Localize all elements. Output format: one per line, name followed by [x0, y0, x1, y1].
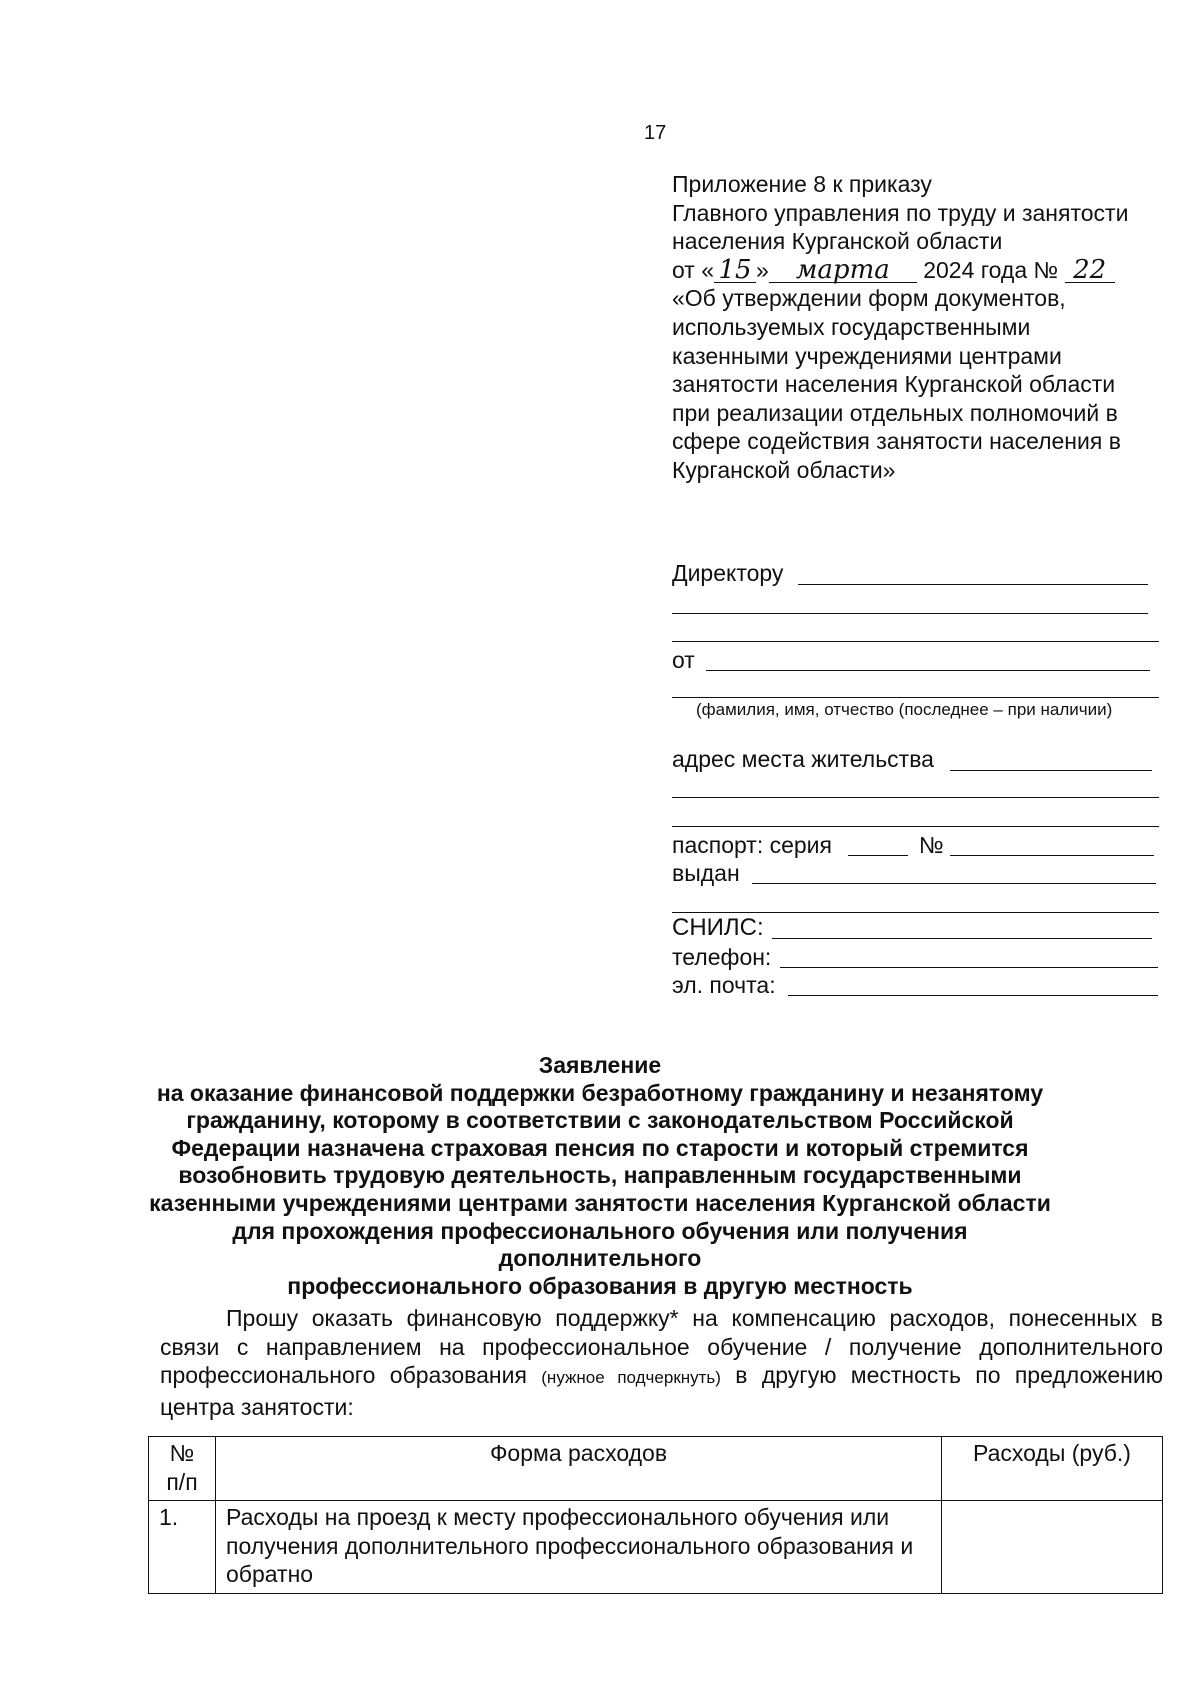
expenses-table — [148, 1436, 1163, 1594]
issued-label: выдан — [672, 860, 740, 886]
date-prefix: от « — [672, 256, 715, 283]
passport-series-label: паспорт: серия — [672, 832, 832, 858]
passport-number-label: № — [919, 832, 944, 858]
header-amount: Расходы (руб.) — [942, 1437, 1163, 1501]
annex-date-line — [672, 256, 1172, 285]
request-text-part1: Прошу оказать финансовую поддержку* на компенсацию расходов, понесенных в связи с направлением на профессиональное обучение / получение дополнительного профессионального образования — [160, 1305, 1163, 1388]
annex-line: Приложение 8 к приказу — [672, 171, 932, 197]
issued-field-line-2[interactable] — [672, 912, 1159, 913]
email-label: эл. почта: — [672, 972, 776, 998]
document-title — [130, 1052, 1070, 1300]
underline-note: (нужное подчеркнуть) — [541, 1368, 721, 1387]
passport-series-field[interactable] — [848, 855, 908, 856]
annex-line: населения Курганской области — [672, 228, 1003, 255]
row-number: 1. — [149, 1501, 216, 1594]
annex-title-line: казенными учреждениями центрами — [672, 342, 1062, 369]
header-expense-form: Форма расходов — [216, 1437, 942, 1501]
issued-field[interactable] — [752, 883, 1156, 884]
from-field-line-2[interactable] — [672, 697, 1159, 698]
title-line: на оказание финансовой поддержки безработному гражданину и незанятому — [156, 1079, 1044, 1106]
title-line: Федерации назначена страховая пенсия по старости и который стремится — [171, 1134, 1029, 1161]
annex-header — [672, 170, 1172, 485]
row-amount[interactable] — [942, 1501, 1163, 1594]
annex-title-line: сфере содействия занятости населения в — [672, 428, 1121, 455]
annex-title-line: Курганской области» — [672, 456, 896, 483]
from-label: от — [672, 647, 695, 673]
title-line: гражданину, которому в соответствии с законодательством Российской — [186, 1107, 1014, 1134]
date-day-handwritten: 15 — [714, 258, 756, 283]
page-number: 17 — [644, 122, 667, 144]
passport-number-field[interactable] — [950, 855, 1154, 856]
fio-caption: (фамилия, имя, отчество (последнее – при наличии) — [696, 700, 1113, 719]
director-field-line-2[interactable] — [672, 613, 1148, 614]
annex-title-line: «Об утверждении форм документов, — [672, 285, 1066, 312]
request-paragraph — [160, 1304, 1163, 1421]
address-field[interactable] — [950, 770, 1152, 771]
address-field-line-3[interactable] — [672, 826, 1159, 827]
title-line: для прохождения профессионального обучения или получения дополнительного — [232, 1217, 968, 1272]
director-field-line-3[interactable] — [672, 641, 1159, 642]
request-text-part2: в другую местность по предложению центра занятости: — [160, 1362, 1163, 1420]
email-field[interactable] — [788, 995, 1158, 996]
row-expense-form: Расходы на проезд к месту профессионального обучения или получения дополнительного профессионального образования и обратно — [216, 1501, 942, 1594]
order-number-handwritten: 22 — [1065, 258, 1115, 283]
header-number: № п/п — [149, 1437, 216, 1501]
from-field[interactable] — [706, 670, 1150, 671]
title-heading: Заявление — [538, 1052, 662, 1078]
director-field[interactable] — [798, 584, 1148, 585]
snils-label: СНИЛС: — [672, 914, 764, 941]
address-field-line-2[interactable] — [672, 797, 1159, 798]
date-mid: » — [756, 256, 769, 283]
snils-field[interactable] — [772, 938, 1152, 939]
phone-label: телефон: — [672, 944, 772, 970]
title-line: казенными учреждениями центрами занятости населения Курганской области — [149, 1189, 1051, 1216]
table-row — [149, 1501, 1163, 1594]
annex-title-line: используемых государственными — [672, 313, 1031, 340]
annex-title-line: при реализации отдельных полномочий в — [672, 399, 1118, 426]
annex-title-line: занятости населения Курганской области — [672, 371, 1116, 398]
date-year: 2024 года № — [923, 256, 1059, 283]
phone-field[interactable] — [780, 967, 1158, 968]
annex-line: Главного управления по труду и занятости — [672, 199, 1129, 226]
date-month-handwritten: марта — [769, 258, 917, 283]
title-line: профессионального образования в другую местность — [287, 1272, 913, 1299]
table-header-row — [149, 1437, 1163, 1501]
address-label: адрес места жительства — [672, 746, 934, 772]
director-label: Директору — [672, 560, 784, 586]
title-line: возобновить трудовую деятельность, направленным государственными — [178, 1162, 1022, 1189]
